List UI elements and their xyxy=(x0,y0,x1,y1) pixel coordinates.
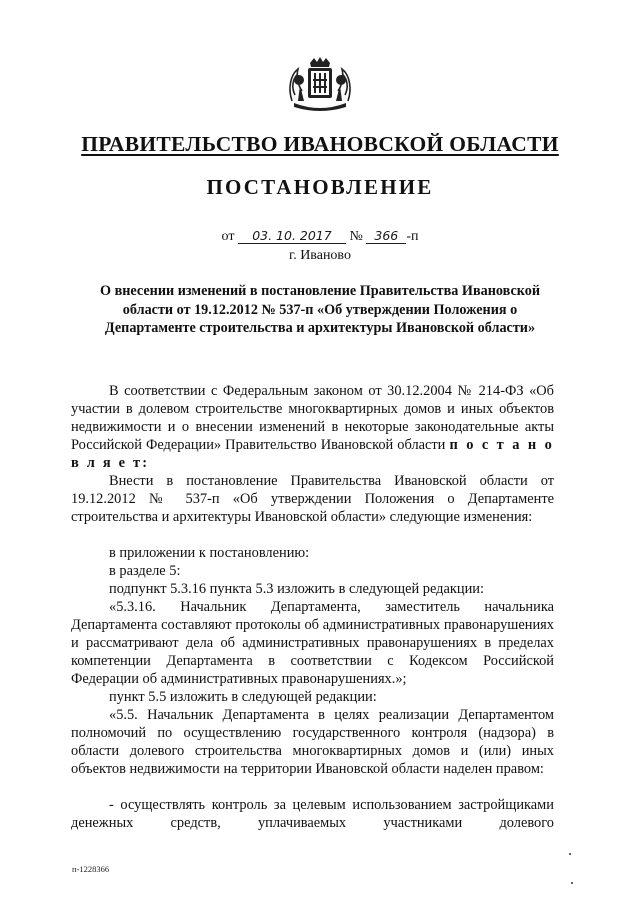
government-title: ПРАВИТЕЛЬСТВО ИВАНОВСКОЙ ОБЛАСТИ xyxy=(81,132,559,156)
paragraph-5-3-16: «5.3.16. Начальник Департамента, заместитель начальника Департамента составляют протоколы об административных правонарушениях и рассматривают дела об административных правонарушениях в пределах компетенции Департамента в соответствии с Кодексом Российской Федерации об административных правонарушениях.»; xyxy=(71,599,554,687)
document-subject: О внесении изменений в постановление Правительства Ивановской области от 19.12.2012 № 537-п «Об утверждении Положения о Департаменте строительства и архитектуры Ивановской области» xyxy=(100,283,540,337)
document-type: ПОСТАНОВЛЕНИЕ xyxy=(206,175,434,199)
paragraph-annex: в приложении к постановлению: xyxy=(109,545,310,561)
paragraph-5-5: «5.5. Начальник Департамента в целях реализации Департаментом полномочий по осуществлению государственного контроля (надзора) в области долевого строительства многоквартирных домов и (или) иных объектов недвижимости на территории Ивановской области наделен правом: xyxy=(71,707,554,777)
scan-speck xyxy=(571,882,573,884)
paragraph-subclause: подпункт 5.3.16 пункта 5.3 изложить в следующей редакции: xyxy=(109,581,484,597)
scan-speck xyxy=(569,853,571,855)
date-number-line xyxy=(60,229,580,245)
date-value: 03. 10. 2017 xyxy=(238,229,346,244)
paragraph-amend: Внести в постановление Правительства Ивановской области от 19.12.2012 № 537-п «Об утверждении Положения о Департаменте строительства и архитектуры Ивановской области» следующие изменения: xyxy=(71,473,554,525)
number-value: 366 xyxy=(366,229,406,244)
paragraph-clause-5-5: пункт 5.5 изложить в следующей редакции: xyxy=(109,689,377,705)
date-prefix: от xyxy=(221,229,235,244)
paragraph-list-item: - осуществлять контроль за целевым использованием застройщиками денежных средств, уплачиваемых участниками долевого xyxy=(71,797,554,831)
ivanovo-coat-of-arms-icon xyxy=(286,55,354,113)
decree-word: п о с т а н о в л я е т: xyxy=(71,437,554,471)
preamble-text: В соответствии с Федеральным законом от 30.12.2004 № 214-ФЗ «Об участии в долевом строительстве многоквартирных домов и иных объектов недвижимости и о внесении изменений в некоторые законодательные акты Российской Федерации» Правительство Ивановской области xyxy=(71,383,554,453)
city: г. Иваново xyxy=(289,248,351,263)
registration-code: п-1228366 xyxy=(72,864,110,874)
number-sign: № xyxy=(349,229,363,244)
paragraph-section: в разделе 5: xyxy=(109,563,181,579)
paragraph-preamble xyxy=(71,382,554,472)
number-suffix: -п xyxy=(406,229,419,244)
